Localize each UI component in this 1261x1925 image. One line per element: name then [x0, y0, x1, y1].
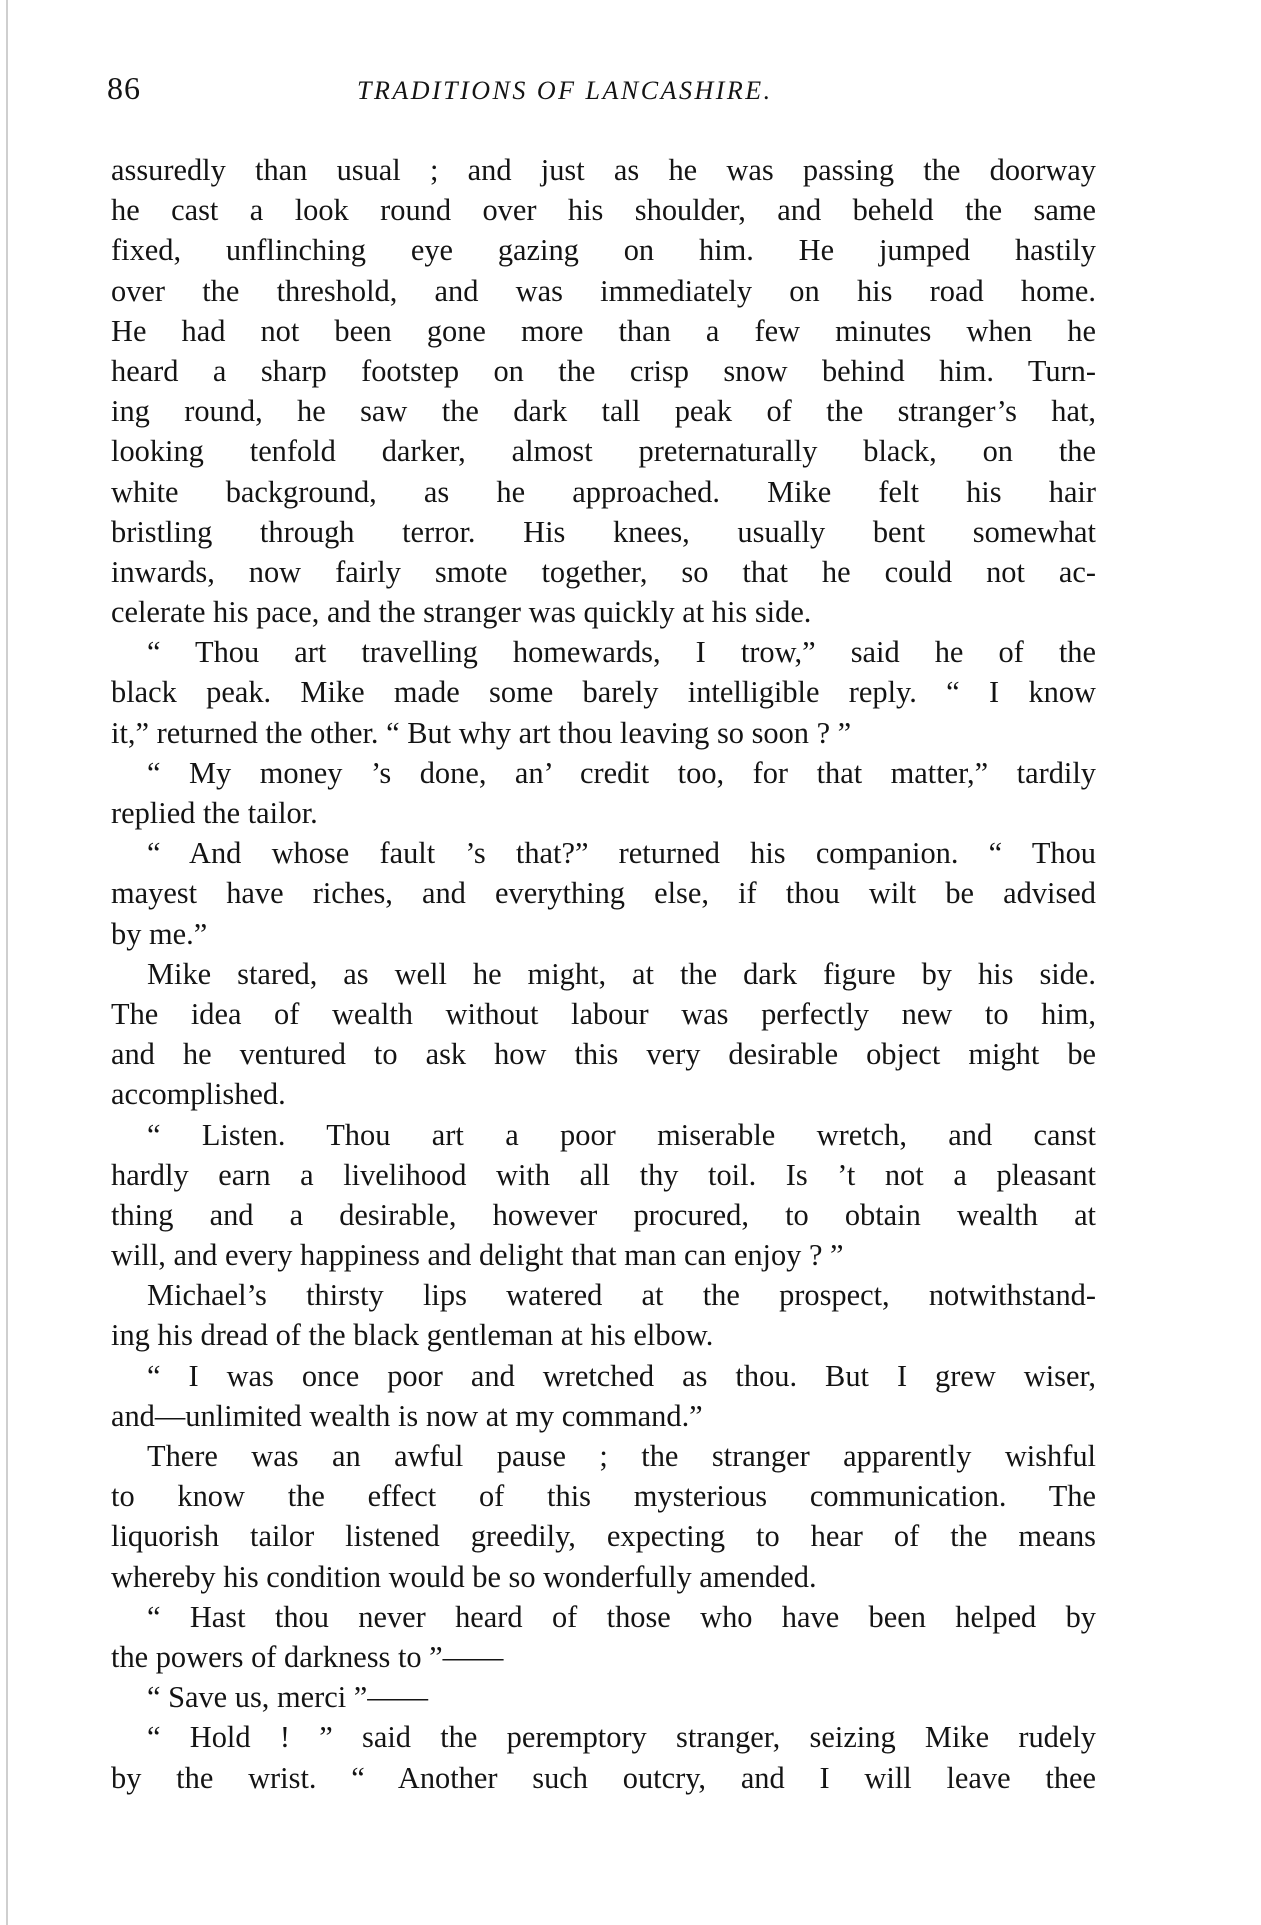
text-line: white background, as he approached. Mike felt his hair: [111, 474, 1096, 509]
text-line: he cast a look round over his shoulder, and beheld the same: [111, 193, 1096, 228]
text-line: over the threshold, and was immediately on his road home.: [111, 273, 1096, 308]
text-line: black peak. Mike made some barely intelligible reply. “ I know: [111, 675, 1096, 710]
text-line: He had not been gone more than a few minutes when he: [111, 313, 1096, 348]
text-line: it,” returned the other. “ But why art thou leaving so soon ? ”: [111, 715, 852, 750]
text-line: “ Hold ! ” said the peremptory stranger, seizing Mike rudely: [147, 1720, 1096, 1755]
text-line: looking tenfold darker, almost preternaturally black, on the: [111, 434, 1096, 469]
text-line: There was an awful pause ; the stranger apparently wishful: [147, 1439, 1096, 1473]
text-line: assuredly than usual ; and just as he was passing the doorway: [111, 153, 1096, 187]
text-line: ing round, he saw the dark tall peak of the stranger’s hat,: [111, 394, 1096, 429]
text-line: accomplished.: [111, 1077, 286, 1112]
text-line: “ Listen. Thou art a poor miserable wretch, and canst: [147, 1117, 1096, 1152]
text-line: thing and a desirable, however procured, to obtain wealth at: [111, 1197, 1096, 1232]
text-line: heard a sharp footstep on the crisp snow behind him. Turn-: [111, 353, 1096, 388]
text-line: Michael’s thirsty lips watered at the prospect, notwithstand-: [147, 1278, 1096, 1313]
text-line: and—unlimited wealth is now at my command.”: [111, 1398, 703, 1433]
text-line: ing his dread of the black gentleman at his elbow.: [111, 1318, 714, 1353]
running-title: TRADITIONS OF LANCASHIRE.: [357, 76, 773, 105]
text-line: fixed, unflinching eye gazing on him. He jumped hastily: [111, 233, 1096, 268]
text-line: “ My money ’s done, an’ credit too, for that matter,” tardily: [147, 755, 1096, 790]
page-edge: [6, 0, 8, 1925]
text-line: celerate his pace, and the stranger was quickly at his side.: [111, 595, 812, 630]
text-line: by me.”: [111, 916, 208, 951]
page-number: 86: [107, 70, 141, 106]
text-line: by the wrist. “ Another such outcry, and I will leave thee: [111, 1760, 1096, 1795]
text-line: “ I was once poor and wretched as thou. But I grew wiser,: [147, 1358, 1096, 1393]
text-line: the powers of darkness to ”——: [111, 1639, 504, 1674]
text-line: “ Save us, merci ”——: [147, 1680, 429, 1715]
text-line: replied the tailor.: [111, 796, 318, 830]
text-line: bristling through terror. His knees, usually bent somewhat: [111, 514, 1096, 549]
text-line: to know the effect of this mysterious communication. The: [111, 1479, 1096, 1514]
text-line: The idea of wealth without labour was perfectly new to him,: [111, 996, 1096, 1031]
body-text: [111, 150, 1096, 1798]
page-header: [107, 70, 1107, 120]
text-line: “ Hast thou never heard of those who have been helped by: [147, 1599, 1096, 1634]
text-line: whereby his condition would be so wonderfully amended.: [111, 1559, 817, 1594]
text-line: “ And whose fault ’s that?” returned his companion. “ Thou: [147, 836, 1096, 871]
text-line: inwards, now fairly smote together, so that he could not ac-: [111, 554, 1096, 589]
text-line: will, and every happiness and delight that man can enjoy ? ”: [111, 1238, 844, 1273]
text-line: Mike stared, as well he might, at the dark figure by his side.: [147, 956, 1096, 991]
text-line: “ Thou art travelling homewards, I trow,” said he of the: [147, 635, 1096, 670]
text-line: mayest have riches, and everything else, if thou wilt be advised: [111, 876, 1096, 911]
text-line: hardly earn a livelihood with all thy toil. Is ’t not a pleasant: [111, 1157, 1096, 1192]
text-line: liquorish tailor listened greedily, expecting to hear of the means: [111, 1519, 1096, 1554]
text-line: and he ventured to ask how this very desirable object might be: [111, 1037, 1096, 1072]
